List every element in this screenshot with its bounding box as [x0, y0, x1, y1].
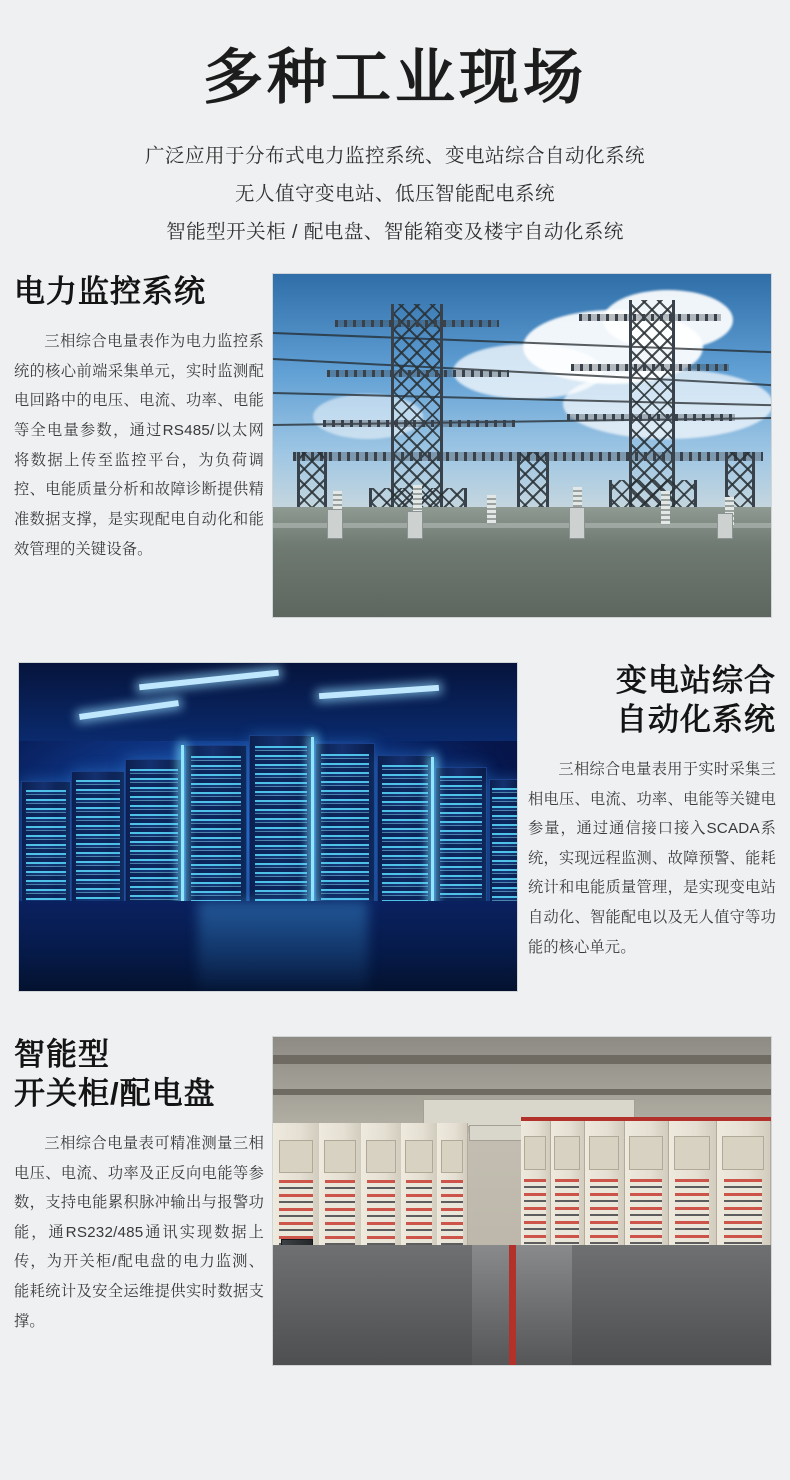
yard-equipment	[407, 511, 423, 539]
yard-equipment	[717, 513, 733, 539]
section-1-title: 电力监控系统	[14, 274, 206, 310]
subtitle-line-1: 广泛应用于分布式电力监控系统、变电站综合自动化系统	[144, 145, 645, 168]
section-3-title-line-2: 开关柜/配电盘	[14, 1075, 216, 1111]
section-3-body: 三相综合电量表可精准测量三相电压、电流、功率及正反向电能等参数，支持电能累积脉冲输出与报警功能，通RS232/485通讯实现数据上传，为开关柜/配电盘的电力监测、能耗统计及安全运维提供实时数据支撑。	[14, 1134, 264, 1330]
tower-crossarm	[571, 364, 729, 371]
cabinet-panel	[441, 1140, 464, 1172]
section-2-title	[528, 662, 776, 740]
cabinet-panel	[279, 1140, 314, 1172]
yard-equipment	[569, 507, 585, 539]
subtitle-line-3: 智能型开关柜 / 配电盘、智能箱变及楼宇自动化系统	[166, 221, 624, 244]
section-3-title-line-1: 智能型	[14, 1037, 110, 1073]
spacer	[0, 992, 790, 1014]
tower-crossarm	[567, 414, 735, 421]
page-title: 多种工业现场	[203, 44, 587, 111]
insulator	[487, 495, 496, 525]
cabinet-panel	[589, 1136, 619, 1171]
floor-marking	[509, 1245, 516, 1365]
subtitle-line-2: 无人值守变电站、低压智能配电系统	[234, 183, 555, 206]
section-2-title-line-1: 变电站综合	[616, 663, 776, 699]
section-2-body: 三相综合电量表用于实时采集三相电压、电流、功率、电能等关键电参量，通过通信接口接入SCADA系统，实现远程监测、故障预警、能耗统计和电能质量管理，是实现变电站自动化、智能配电以及无人值守等功能的核心单元。	[528, 760, 776, 956]
section-1-image	[272, 273, 772, 618]
section-power-monitoring	[0, 273, 790, 618]
section-2-text	[518, 662, 776, 977]
cabinet-panel	[674, 1136, 711, 1171]
spacer	[0, 618, 790, 640]
insulator	[661, 491, 670, 525]
tower-crossarm	[579, 314, 721, 321]
section-switchgear	[0, 1036, 790, 1366]
cabinet-panel	[324, 1140, 356, 1172]
tower-crossarm	[327, 370, 509, 377]
room-floor	[273, 1245, 771, 1365]
cabinet-panel	[405, 1140, 432, 1172]
tower-crossarm	[335, 320, 499, 327]
section-2-image	[18, 662, 518, 992]
ceiling-beam	[273, 1089, 772, 1095]
section-2-title-line-2: 自动化系统	[616, 701, 776, 737]
substation-ground	[273, 507, 771, 617]
ceiling-beam	[273, 1055, 772, 1064]
tower-crossarm	[323, 420, 515, 427]
section-1-text	[14, 273, 272, 579]
section-3-image	[272, 1036, 772, 1366]
cabinet-panel	[554, 1136, 580, 1171]
section-3-text	[14, 1036, 272, 1351]
subtitle-block	[0, 137, 790, 251]
section-1-body: 三相综合电量表作为电力监控系统的核心前端采集单元，实时监测配电回路中的电压、电流、功率、电能等全电量参数，通过RS485/以太网将数据上传至监控平台，为负荷调控、电能质量分析和故障诊断提供精准数据支撑，是实现配电自动化和能效管理的关键设备。	[14, 333, 264, 558]
cabinet-panel	[366, 1140, 396, 1172]
section-substation-automation	[0, 662, 790, 992]
yard-equipment	[327, 509, 343, 539]
section-3-title	[14, 1036, 264, 1114]
wall-stripe	[521, 1117, 771, 1121]
datacenter-floor	[19, 901, 517, 991]
cabinet-panel	[524, 1136, 547, 1171]
page-header	[0, 0, 790, 251]
cabinet-panel	[629, 1136, 662, 1171]
cabinet-panel	[722, 1136, 763, 1171]
